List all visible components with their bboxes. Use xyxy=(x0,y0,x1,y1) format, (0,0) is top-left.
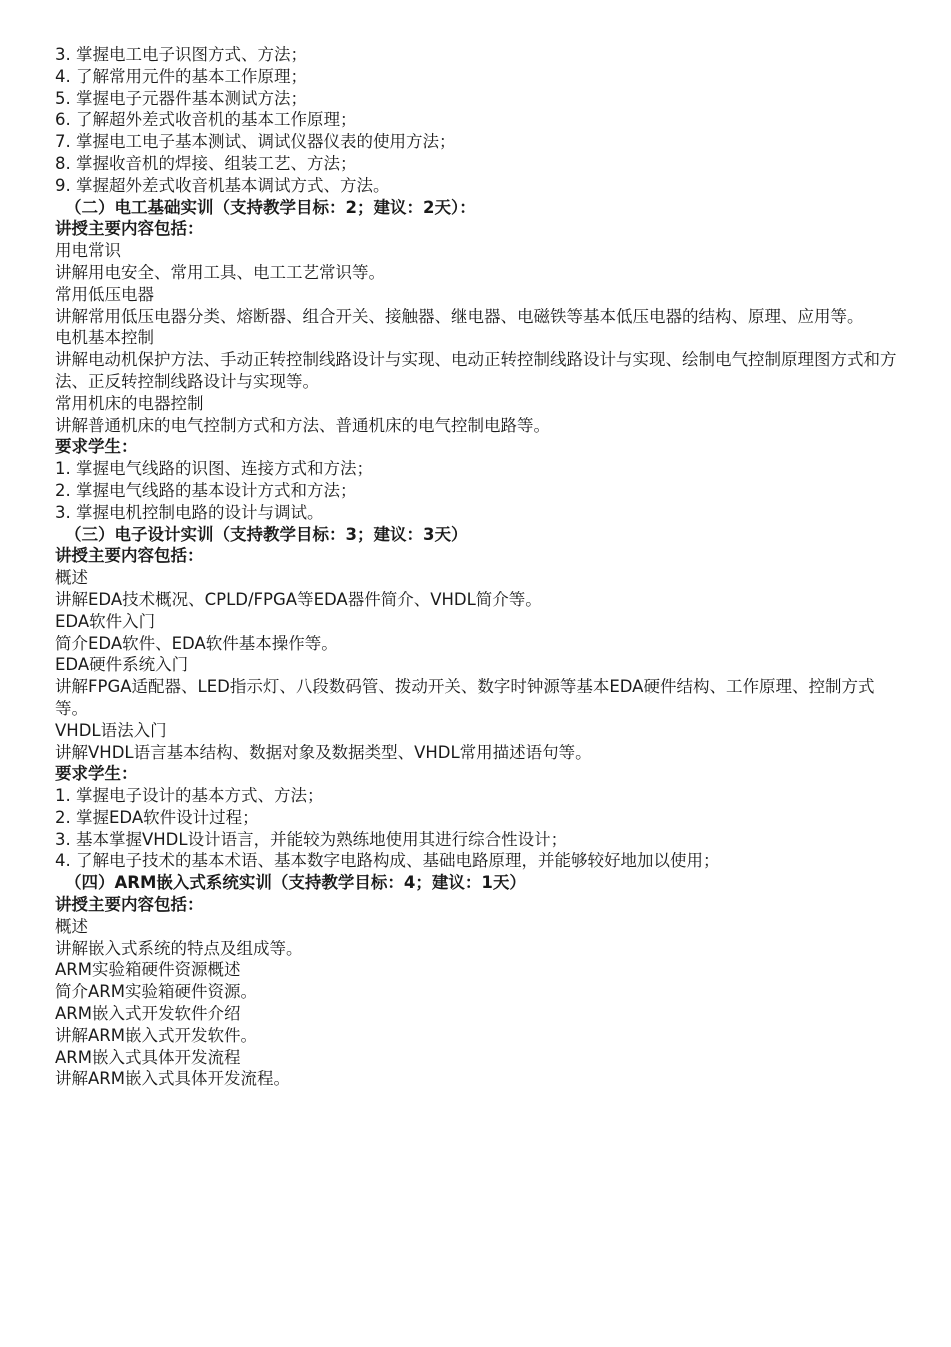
document-body xyxy=(55,44,905,1090)
text-line: 2. 掌握电气线路的基本设计方式和方法； xyxy=(55,480,357,500)
text-line: 2. 掌握EDA软件设计过程； xyxy=(55,807,259,827)
text-line: 讲解ARM嵌入式具体开发流程。 xyxy=(55,1069,290,1089)
text-line: 1. 掌握电子设计的基本方式、方法； xyxy=(55,786,324,806)
subheading: 讲授主要内容包括： xyxy=(55,895,204,915)
text-line: EDA软件入门 xyxy=(55,611,156,631)
text-line: 4. 了解电子技术的基本术语、基本数字电路构成、基础电路原理，并能够较好地加以使用； xyxy=(55,851,720,871)
text-line: 讲解电动机保护方法、手动正转控制线路设计与实现、电动正转控制线路设计与实现、绘制电气控制原理图方式和方法、正反转控制线路设计与实现等。 xyxy=(55,350,897,391)
section-heading: （三）电子设计实训（支持教学目标：3；建议：3天） xyxy=(65,524,468,544)
text-line: 6. 了解超外差式收音机的基本工作原理； xyxy=(55,110,357,130)
text-line: 3. 掌握电机控制电路的设计与调试。 xyxy=(55,502,324,522)
text-line: 讲解常用低压电器分类、熔断器、组合开关、接触器、继电器、电磁铁等基本低压电器的结构、原理、应用等。 xyxy=(55,306,864,326)
text-line: 用电常识 xyxy=(55,241,121,261)
text-line: 8. 掌握收音机的焊接、组装工艺、方法； xyxy=(55,153,357,173)
text-line: 3. 基本掌握VHDL设计语言，并能较为熟练地使用其进行综合性设计； xyxy=(55,829,568,849)
text-line: VHDL语法入门 xyxy=(55,720,167,740)
text-line: 讲解普通机床的电气控制方式和方法、普通机床的电气控制电路等。 xyxy=(55,415,550,435)
text-line: 讲解FPGA适配器、LED指示灯、八段数码管、拨动开关、数字时钟源等基本EDA硬件结构、工作原理、控制方式等。 xyxy=(55,677,875,718)
text-line: 9. 掌握超外差式收音机基本调试方式、方法。 xyxy=(55,175,390,195)
text-line: ARM嵌入式具体开发流程 xyxy=(55,1047,241,1067)
text-line: 常用低压电器 xyxy=(55,284,154,304)
subheading: 要求学生： xyxy=(55,437,138,457)
text-line: 讲解EDA技术概况、CPLD/FPGA等EDA器件简介、VHDL简介等。 xyxy=(55,589,542,609)
text-line: 7. 掌握电工电子基本测试、调试仪器仪表的使用方法； xyxy=(55,132,456,152)
subheading: 讲授主要内容包括： xyxy=(55,219,204,239)
text-line: 4. 了解常用元件的基本工作原理； xyxy=(55,66,307,86)
section-heading: （二）电工基础实训（支持教学目标：2；建议：2天）： xyxy=(65,197,476,217)
text-line: 简介EDA软件、EDA软件基本操作等。 xyxy=(55,633,338,653)
text-line: 讲解用电安全、常用工具、电工工艺常识等。 xyxy=(55,262,385,282)
subheading: 讲授主要内容包括： xyxy=(55,546,204,566)
section-heading: （四）ARM嵌入式系统实训（支持教学目标：4；建议：1天） xyxy=(65,873,526,893)
text-line: 讲解嵌入式系统的特点及组成等。 xyxy=(55,938,303,958)
text-line: 3. 掌握电工电子识图方式、方法； xyxy=(55,45,307,64)
text-line: EDA硬件系统入门 xyxy=(55,655,189,675)
text-line: 概述 xyxy=(55,916,88,936)
text-line: 电机基本控制 xyxy=(55,328,154,348)
text-line: 讲解VHDL语言基本结构、数据对象及数据类型、VHDL常用描述语句等。 xyxy=(55,742,592,762)
text-line: ARM嵌入式开发软件介绍 xyxy=(55,1004,241,1024)
text-line: 常用机床的电器控制 xyxy=(55,393,204,413)
text-line: 5. 掌握电子元器件基本测试方法； xyxy=(55,88,307,108)
text-line: 简介ARM实验箱硬件资源。 xyxy=(55,982,257,1002)
text-line: 讲解ARM嵌入式开发软件。 xyxy=(55,1025,257,1045)
subheading: 要求学生： xyxy=(55,764,138,784)
text-line: 概述 xyxy=(55,568,88,588)
text-line: ARM实验箱硬件资源概述 xyxy=(55,960,241,980)
text-line: 1. 掌握电气线路的识图、连接方式和方法； xyxy=(55,459,373,479)
